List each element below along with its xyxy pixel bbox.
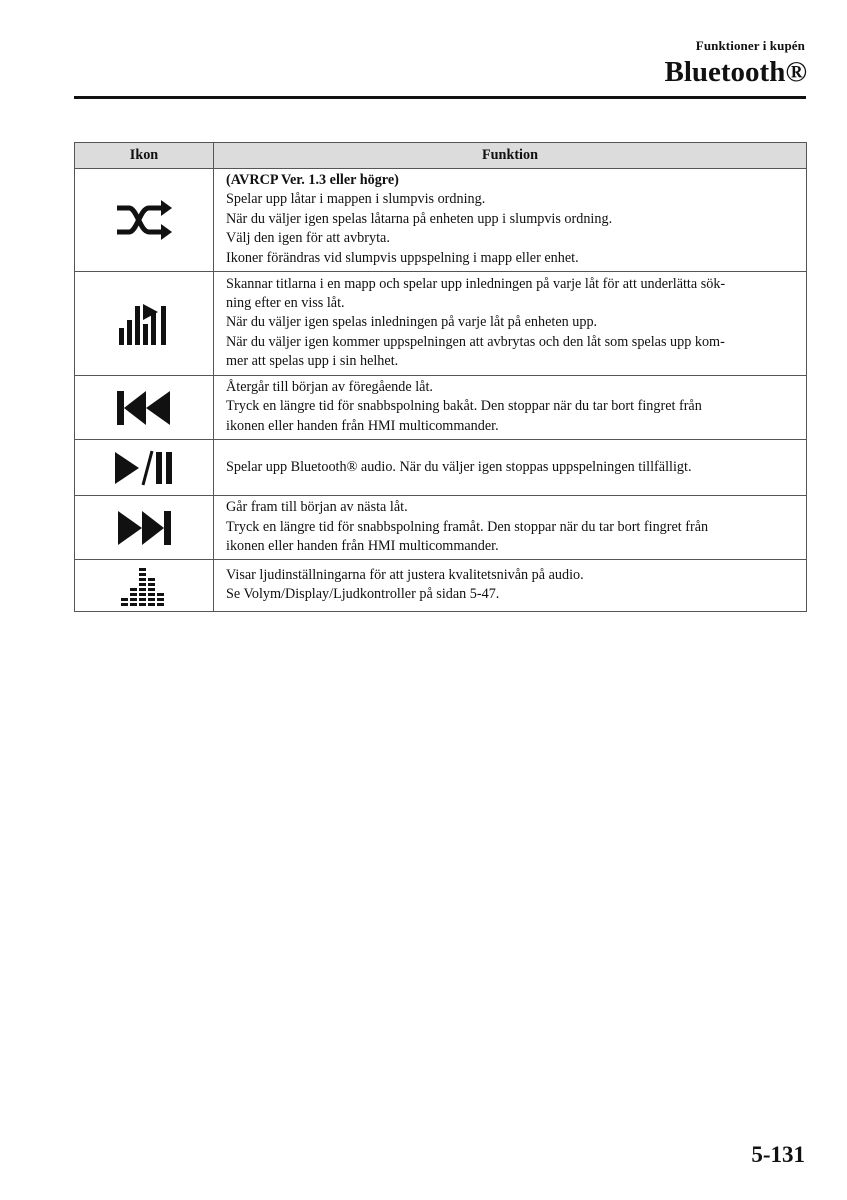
table-header-row: [75, 143, 807, 169]
icon-cell: [75, 496, 214, 560]
icon-cell: [75, 169, 214, 272]
column-header-function: Funktion: [214, 143, 807, 169]
next-track-icon: [115, 509, 173, 547]
function-text: [214, 440, 807, 496]
function-text: [214, 496, 807, 560]
text-line: Återgår till början av föregående låt.: [226, 379, 433, 396]
table-row: [75, 496, 807, 560]
function-text: [214, 560, 807, 612]
column-header-icon: Ikon: [75, 143, 214, 169]
table-row: [75, 169, 807, 272]
table-row: [75, 376, 807, 440]
text-line: Skannar titlarna i en mapp och spelar upp inledningen på varje låt för att underlätta sök-: [226, 275, 726, 292]
icon-function-table: [74, 142, 807, 612]
text-line: ikonen eller handen från HMI multicommander.: [226, 538, 499, 555]
table-row: [75, 272, 807, 376]
text-line: Välj den igen för att avbryta.: [226, 230, 390, 247]
previous-track-icon: [115, 389, 173, 427]
text-line: När du väljer igen spelas inledningen på varje låt på enheten upp.: [226, 314, 598, 331]
text-line: När du väljer igen kommer uppspelningen att avbrytas och den låt som spelas upp kom-: [226, 333, 725, 350]
function-text: [214, 169, 807, 272]
equalizer-icon: [119, 564, 169, 608]
text-line: (AVRCP Ver. 1.3 eller högre): [226, 172, 399, 188]
text-line: ning efter en viss låt.: [226, 294, 345, 311]
table-row: [75, 560, 807, 612]
icon-cell: [75, 440, 214, 496]
page-title: Bluetooth®: [664, 56, 807, 88]
icon-cell: [75, 376, 214, 440]
function-text: [214, 376, 807, 440]
function-text: [214, 272, 807, 376]
text-line: När du väljer igen spelas låtarna på enheten upp i slumpvis ordning.: [226, 210, 613, 227]
shuffle-icon: [114, 198, 174, 242]
title-rule: [74, 96, 806, 99]
text-line: Spelar upp låtar i mappen i slumpvis ordning.: [226, 191, 486, 208]
icon-cell: [75, 272, 214, 376]
text-line: ikonen eller handen från HMI multicommander.: [226, 417, 499, 434]
text-line: Tryck en längre tid för snabbspolning bakåt. Den stoppar när du tar bort fingret från: [226, 398, 702, 415]
icon-cell: [75, 560, 214, 612]
page-number: 5-131: [751, 1142, 805, 1167]
section-label: Funktioner i kupén: [695, 38, 805, 53]
text-line: Visar ljudinställningarna för att justera kvalitetsnivån på audio.: [226, 567, 584, 584]
table-row: [75, 440, 807, 496]
text-line: Spelar upp Bluetooth® audio. När du väljer igen stoppas uppspelningen tillfälligt.: [226, 458, 692, 475]
text-line: mer att spelas upp i sin helhet.: [226, 353, 399, 370]
text-line: Ikoner förändras vid slumpvis uppspelning i mapp eller enhet.: [226, 249, 579, 266]
text-line: Tryck en längre tid för snabbspolning framåt. Den stoppar när du tar bort fingret från: [226, 518, 709, 535]
text-line: Se Volym/Display/Ljudkontroller på sidan 5-47.: [226, 586, 500, 603]
text-line: Går fram till början av nästa låt.: [226, 499, 408, 516]
play-pause-icon: [113, 449, 175, 487]
scan-icon: [116, 302, 172, 346]
